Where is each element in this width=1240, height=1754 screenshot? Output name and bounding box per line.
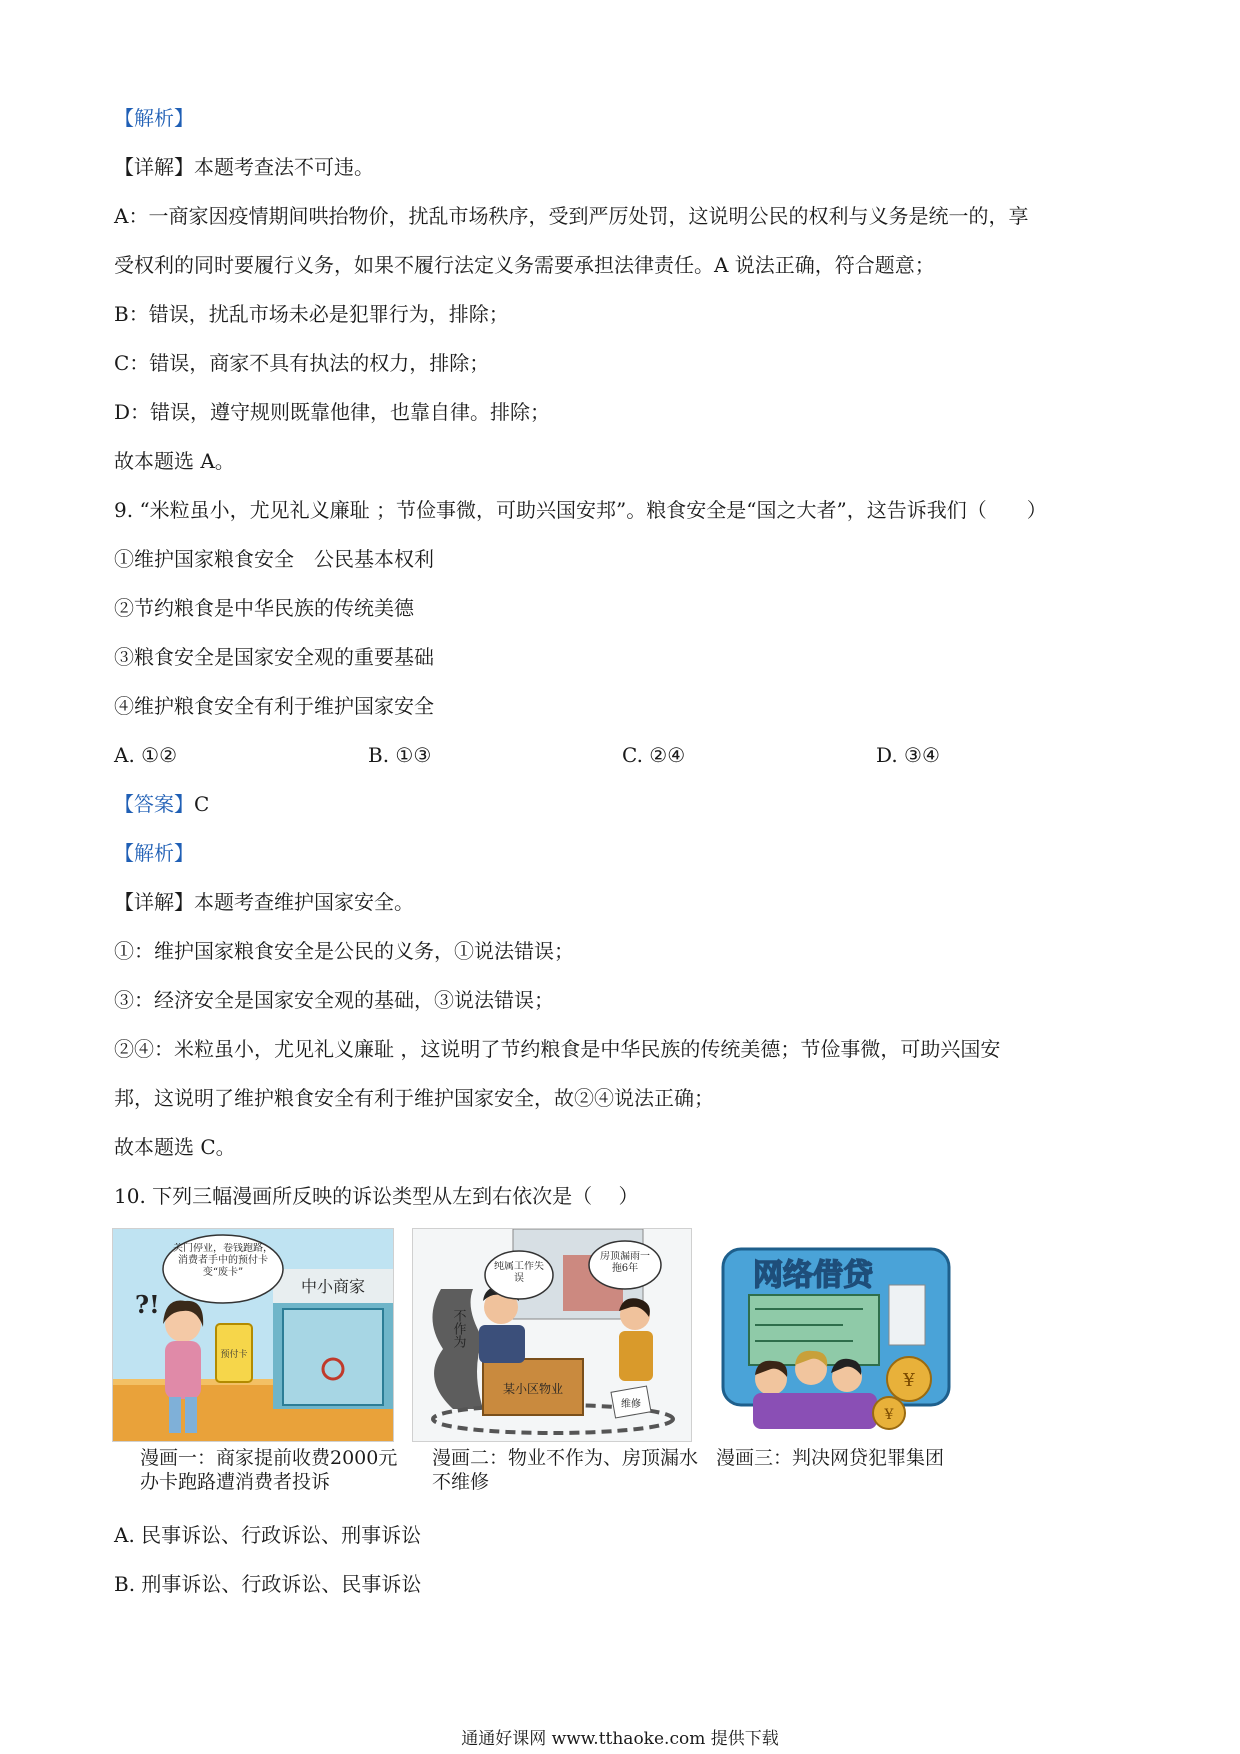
cartoon-1-speech-bubble: 关门停业，卷钱跑路，消费者手中的预付卡变“废卡” xyxy=(173,1243,273,1278)
question-10-option-b: B. 刑事诉讼、行政诉讼、民事诉讼 xyxy=(114,1572,422,1596)
cartoon-2-image xyxy=(412,1228,692,1442)
cartoon-3-title: 网络借贷 xyxy=(753,1258,873,1293)
svg-text:?!: ?! xyxy=(135,1290,160,1319)
cartoon-2-smoke-label: 不作为 xyxy=(450,1309,466,1348)
explanation-24-line2: 邦，这说明了维护粮食安全有利于维护国家安全，故②④说法正确； xyxy=(114,1086,714,1110)
detail-text: 【详解】本题考查维护国家安全。 xyxy=(114,890,414,914)
cartoon-1-card-label: 预付卡 xyxy=(220,1350,248,1360)
cartoon-2-bubble-1: 纯属工作失误 xyxy=(494,1261,544,1284)
svg-text:¥: ¥ xyxy=(884,1407,894,1423)
question-9-stem: 9. “米粒虽小，尤见礼义廉耻 ；节俭事微，可助兴国安邦”。粮食安全是“国之大者”，这告诉我们（ ） xyxy=(114,498,1047,522)
explanation-1: ①：维护国家粮食安全是公民的义务，①说法错误； xyxy=(114,939,574,963)
question-9-option-c: C. ②④ xyxy=(622,743,686,767)
question-9-item-1: ①维护国家粮食安全 公民基本权利 xyxy=(114,547,434,571)
question-9-option-d: D. ③④ xyxy=(876,743,940,767)
explanation-3: ③：经济安全是国家安全观的基础，③说法错误； xyxy=(114,988,554,1012)
explanation-d: D：错误，遵守规则既靠他律，也靠自律。排除； xyxy=(114,400,551,424)
svg-text:¥: ¥ xyxy=(903,1370,915,1391)
answer-line xyxy=(114,790,209,818)
cartoon-1-shop-sign: 中小商家 xyxy=(300,1277,366,1296)
explanation-a-line2: 受权利的同时要履行义务，如果不履行法定义务需要承担法律责任。A 说法正确，符合题意； xyxy=(114,253,935,277)
cartoon-2-bubble-2: 房顶漏雨一拖6年 xyxy=(600,1251,650,1274)
cartoon-1-image xyxy=(112,1228,394,1442)
question-9-item-4: ④维护粮食安全有利于维护国家安全 xyxy=(114,694,434,718)
question-10-option-a: A. 民事诉讼、行政诉讼、刑事诉讼 xyxy=(114,1523,422,1547)
page-footer: 通通好课网 www.tthaoke.com 提供下载 xyxy=(461,1729,779,1749)
question-10-stem: 10. 下列三幅漫画所反映的诉讼类型从左到右依次是（ ） xyxy=(114,1184,639,1208)
explanation-c: C：错误，商家不具有执法的权力，排除； xyxy=(114,351,490,375)
analysis-label: 【解析】 xyxy=(114,106,194,130)
cartoon-3-image xyxy=(692,1228,980,1442)
analysis-label: 【解析】 xyxy=(114,841,194,865)
question-9-item-2: ②节约粮食是中华民族的传统美德 xyxy=(114,596,414,620)
cartoon-3-caption: 漫画三：判决网贷犯罪集团 xyxy=(716,1447,945,1469)
detail-text: 【详解】本题考查法不可违。 xyxy=(114,155,374,179)
question-9-option-a: A. ①② xyxy=(114,743,178,767)
explanation-a-line1: A：一商家因疫情期间哄抬物价，扰乱市场秩序，受到严厉处罚，这说明公民的权利与义务是统一的，享 xyxy=(114,204,1029,228)
explanation-b: B：错误，扰乱市场未必是犯罪行为，排除； xyxy=(114,302,509,326)
cartoon-1-caption: 漫画一：商家提前收费2000元办卡跑路遭消费者投诉 xyxy=(140,1447,398,1493)
cartoon-2-paper-label: 维修 xyxy=(621,1399,641,1410)
question-9-option-b: B. ①③ xyxy=(368,743,432,767)
answer-value: C xyxy=(194,792,210,816)
explanation-24-line1: ②④：米粒虽小，尤见礼义廉耻 ，这说明了节约粮食是中华民族的传统美德；节俭事微，可助兴国安 xyxy=(114,1037,1001,1061)
conclusion: 故本题选 A。 xyxy=(114,449,235,473)
answer-label: 【答案】 xyxy=(114,792,194,816)
conclusion: 故本题选 C。 xyxy=(114,1135,236,1159)
question-9-item-3: ③粮食安全是国家安全观的重要基础 xyxy=(114,645,434,669)
cartoon-2-desk-label: 某小区物业 xyxy=(502,1382,564,1396)
cartoon-2-caption: 漫画二：物业不作为、房顶漏水不维修 xyxy=(432,1447,699,1493)
